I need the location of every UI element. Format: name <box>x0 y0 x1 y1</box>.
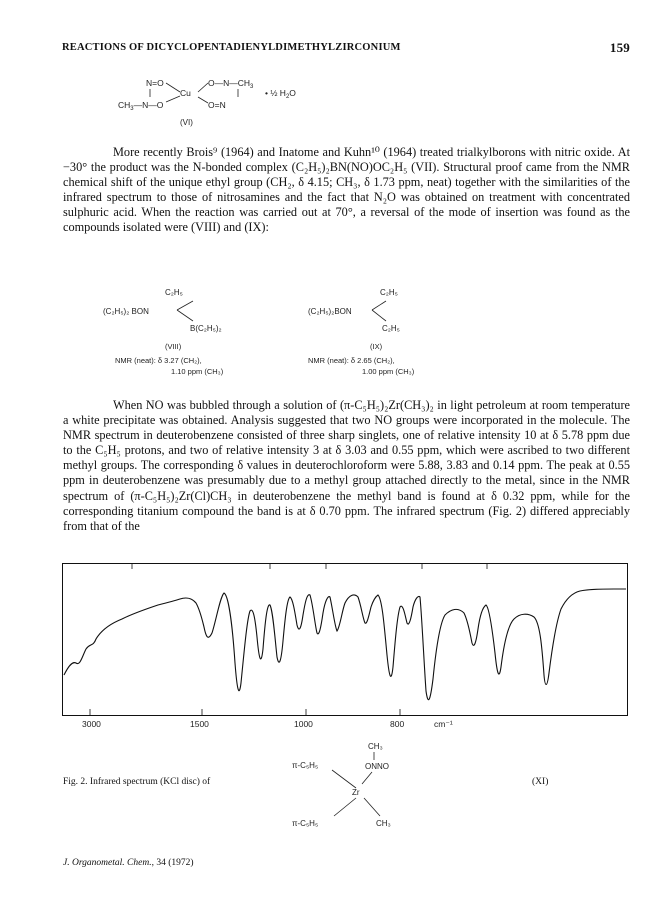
svg-text:NMR (neat): δ 2.65 (CH₂),: NMR (neat): δ 2.65 (CH₂), <box>308 356 395 365</box>
paragraph-1 <box>63 145 630 236</box>
x-unit: cm⁻¹ <box>434 719 453 729</box>
structure-xi <box>280 738 450 838</box>
svg-text:NMR (neat): δ 3.27 (CH₂),: NMR (neat): δ 3.27 (CH₂), <box>115 356 202 365</box>
svg-text:π-C₅H₅: π-C₅H₅ <box>292 819 319 828</box>
ir-spectrum-figure <box>62 563 628 738</box>
svg-text:CH₃: CH₃ <box>368 742 383 751</box>
structure-ix <box>300 283 500 383</box>
paragraph-2 <box>63 398 630 534</box>
svg-text:1.00 ppm (CH₃): 1.00 ppm (CH₃) <box>362 367 415 376</box>
figure-caption-text: Fig. 2. Infrared spectrum (KCl disc) of <box>63 777 211 787</box>
vi-line1-left: N=O <box>146 78 164 88</box>
paragraph-1-text: More recently Brois⁹ (1964) and Inatome and Kuhn¹⁰ (1964) treated trialkylborons with nitric oxide. At −30° the product was the N-bonded complex (C₂H₅)₂BN(NO)OC₂H₅ (VII). Structural proof came from the NMR chemical shift of the unique ethyl group (CH₂, δ 4.15; CH₃, δ 1.73 ppm, neat) together with the similarities of the infrared spectrum to those of nitrosamines and the fact that N₂O was obtained on treatment with concentrated sulphuric acid. When the reaction was carried out at 70°, a reversal of the mode of insertion was found as the compounds isolated were (VIII) and (IX): <box>63 145 630 235</box>
journal-volume: , 34 (1972) <box>151 858 194 868</box>
vi-line3-right: O=N <box>208 100 226 110</box>
svg-text:CH3—N—O: $CH_3—N—O$ <box>118 100 164 112</box>
svg-text:N=O <box>146 78 164 88</box>
svg-text:π-C₅H₅: π-C₅H₅ <box>292 761 319 770</box>
svg-text:(C₂H₅)₂BON: (C₂H₅)₂BON <box>308 307 352 316</box>
paragraph-2-text: When NO was bubbled through a solution of (π-C₅H₅)₂Zr(CH₃)₂ in light petroleum at room temperature a white precipitate was obtained. Analysis suggested that two NO groups were incorporated in the molecule. The NMR spectrum in deuterobenzene consisted of three sharp singlets, one of relative intensity 10 at δ 5.78 ppm due to the C₅H₅ protons, and two of relative intensity 3 at δ 3.03 and 0.55 ppm, which were ascribed to two different methyl groups. The corresponding δ values in deuterochloroform were 5.88, 3.83 and 0.14 ppm. The peak at 0.55 ppm in deuterobenzene was presumably due to a methyl group attached directly to the metal, since in the NMR spectrum of (π-C₅H₅)₂Zr(Cl)CH₃ in deuterobenzene the methyl band is found at δ 0.32 ppm, while for the corresponding titanium compound the band is at δ 0.70 ppm. The infrared spectrum (Fig. 2) differed appreciably from that of the <box>63 398 630 533</box>
svg-text:B(C₂H₅)₂: B(C₂H₅)₂ <box>190 324 222 333</box>
svg-text:O—N—CH3: $O—N—CH_3$ <box>208 78 254 90</box>
journal-footer <box>63 858 194 868</box>
spectrum-frame <box>63 564 628 716</box>
structure-viii <box>95 283 295 383</box>
ix-label: (IX) <box>370 342 383 351</box>
page-number: 159 <box>609 40 630 55</box>
vi-line1-right: O—N—CH <box>208 78 251 88</box>
svg-text:C₂H₅: C₂H₅ <box>382 324 400 333</box>
running-header <box>62 40 630 56</box>
viii-label: (VIII) <box>165 342 182 351</box>
svg-text:C₂H₅: C₂H₅ <box>165 288 183 297</box>
xi-metal: Zr <box>352 788 360 797</box>
compound-label: (XI) <box>532 777 549 787</box>
figure-caption <box>63 777 210 787</box>
svg-text:1.10 ppm (CH₃): 1.10 ppm (CH₃) <box>171 367 224 376</box>
svg-text:C₂H₅: C₂H₅ <box>380 288 398 297</box>
structure-vi <box>80 70 350 132</box>
svg-text:• ½ H2O: • ½ $H_2O$ <box>265 88 296 100</box>
running-title: REACTIONS OF DICYCLOPENTADIENYLDIMETHYLZIRCONIUM <box>62 42 401 53</box>
vi-label: (VI) <box>180 118 193 127</box>
spectrum-trace <box>64 589 626 700</box>
x-tick-1500: 1500 <box>190 719 209 729</box>
svg-text:(C₂H₅)₂ BON: (C₂H₅)₂ BON <box>103 307 149 316</box>
x-tick-3000: 3000 <box>82 719 101 729</box>
svg-text:CH₃: CH₃ <box>376 819 391 828</box>
x-tick-800: 800 <box>390 719 405 729</box>
vi-metal: Cu <box>180 88 191 98</box>
journal-name: J. Organometal. Chem. <box>63 858 152 868</box>
svg-text:ONNO: ONNO <box>365 762 389 771</box>
x-tick-1000: 1000 <box>294 719 313 729</box>
